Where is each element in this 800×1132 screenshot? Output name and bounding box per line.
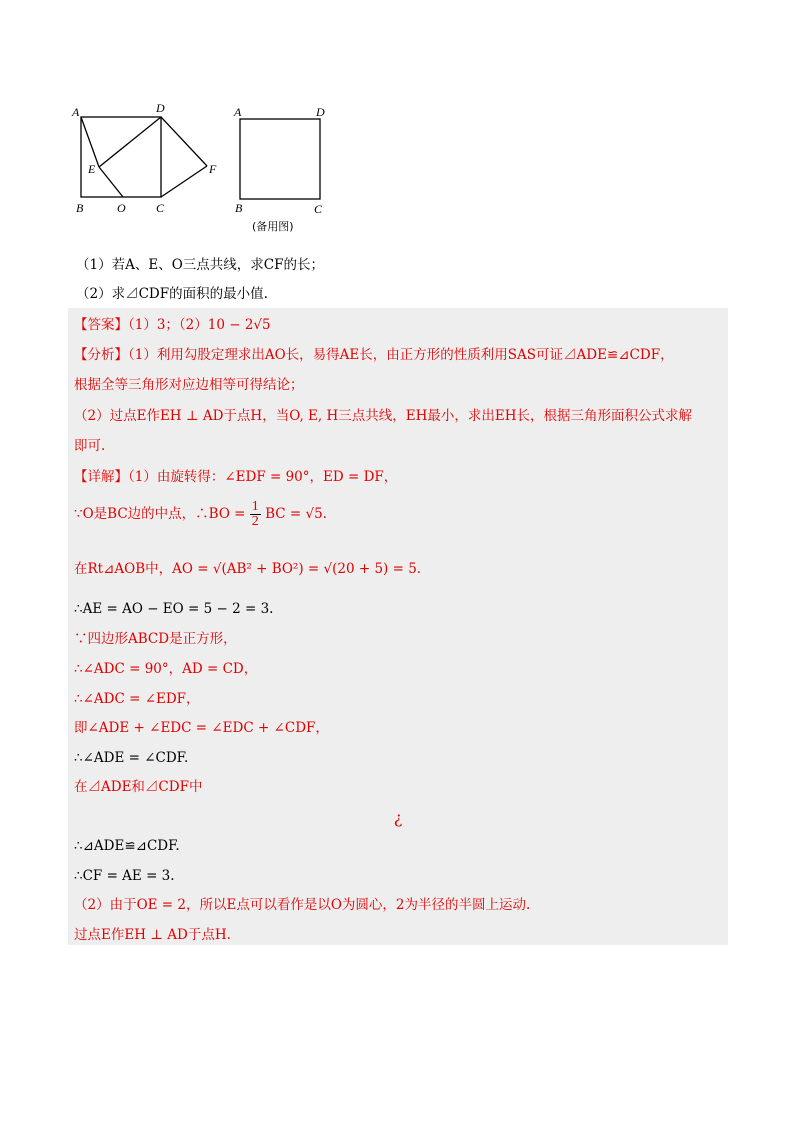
detail-line-2-b: BC = √5. [265,506,327,522]
fraction-numerator: 1 [251,499,259,514]
analysis-line-2: 根据全等三角形对应边相等可得结论； [74,377,304,393]
label-O: O [117,201,126,215]
label-D: D [156,101,165,115]
answer-panel [68,308,728,945]
figure-svg [68,100,348,240]
placeholder-glyph: ¿ [393,808,403,827]
figure-2-spare-square [240,119,320,199]
label2-A: A [234,105,242,119]
label-A: A [72,105,80,119]
label-C: C [156,201,165,215]
label-E: E [88,162,96,176]
analysis-line-3: （2）过点E作EH ⊥ AD于点H，当O, E, H三点共线，EH最小，求出EH长，根据三角形面积公式求解 [74,408,693,424]
detail-line-12: ∴CF = AE = 3. [74,868,175,884]
label2-D: D [316,105,325,119]
figure-1-square-rotation [81,117,207,197]
question-2: （2）求⊿CDF的面积的最小值. [76,286,268,302]
detail-line-8: 即∠ADE + ∠EDC = ∠EDC + ∠CDF， [74,720,329,736]
geometry-figures [68,100,348,240]
label2-B: B [235,201,243,215]
detail-line-3: 在Rt⊿AOB中，AO = √(AB² + BO²) = √(20 + 5) = 5. [74,561,422,577]
detail-line-13: （2）由于OE = 2，所以E点可以看作是以O为圆心，2为半径的半圆上运动. [74,897,531,913]
detail-line-11: ∴⊿ADE≌⊿CDF. [74,838,180,854]
detail-line-5: ∵四边形ABCD是正方形， [74,631,237,647]
detail-line-1: 【详解】（1）由旋转得：∠EDF = 90°，ED = DF， [74,469,398,485]
question-1: （1）若A、E、O三点共线，求CF的长； [76,257,324,273]
analysis-line-4: 即可. [74,438,106,454]
label-B: B [76,201,84,215]
detail-line-4: ∴AE = AO − EO = 5 − 2 = 3. [74,601,274,617]
detail-line-14: 过点E作EH ⊥ AD于点H. [74,927,231,943]
detail-line-2-a: ∵O是BC边的中点，∴BO = [74,506,246,522]
label2-C: C [314,202,323,216]
detail-line-9: ∴∠ADE = ∠CDF. [74,750,189,766]
fraction-one-half [250,500,261,529]
answer-line: 【答案】（1）3；（2）10 − 2√5 [74,317,271,333]
fraction-denominator: 2 [251,514,259,529]
detail-line-10: 在⊿ADE和⊿CDF中 [74,779,203,795]
detail-line-6: ∴∠ADC = 90°，AD = CD， [74,661,258,677]
spare-figure-caption: (备用图) [252,220,294,233]
detail-line-2 [74,500,327,529]
analysis-line-1: 【分析】（1）利用勾股定理求出AO长，易得AE长，由正方形的性质利用SAS可证⊿ADE≌⊿CDF， [74,347,674,363]
label-F: F [209,162,217,176]
detail-line-7: ∴∠ADC = ∠EDF， [74,691,200,707]
